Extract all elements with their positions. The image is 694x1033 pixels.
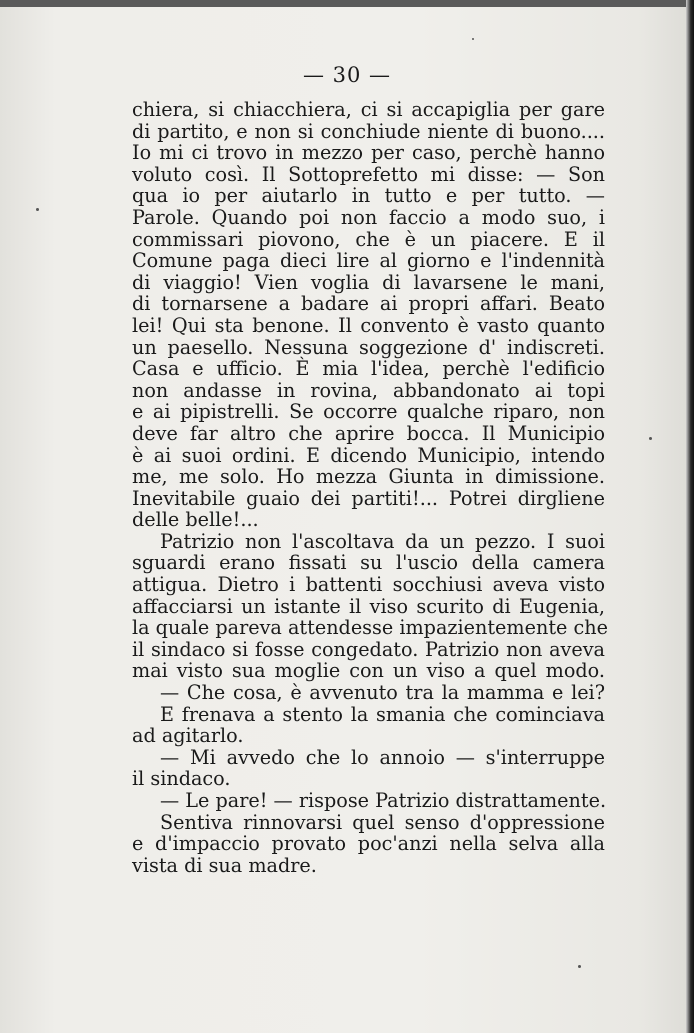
text-line: — Le pare! — rispose Patrizio distrattamente. (160, 789, 607, 812)
text-line: — Che cosa, è avvenuto tra la mamma e lei? (160, 681, 605, 705)
scan-right-edge (686, 0, 694, 1033)
text-line: qua io per aiutarlo in tutto e per tutto. — (132, 184, 605, 208)
text-line: Casa e ufficio. È mia l'idea, perchè l'edificio (132, 357, 605, 381)
text-line: il sindaco. (132, 767, 231, 791)
paper-speck (578, 965, 581, 968)
text-line: commissari piovono, che è un piacere. E il (132, 227, 605, 251)
text-line: affacciarsi un istante il viso scurito di Eugenia, (132, 594, 605, 618)
text-line: Io mi ci trovo in mezzo per caso, perchè hanno (132, 141, 605, 165)
text-line: me, me solo. Ho mezza Giunta in dimissione. (132, 465, 605, 489)
text-line: E frenava a stento la smania che cominciava (160, 702, 605, 726)
text-line: delle belle!... (132, 508, 259, 532)
text-line: deve far altro che aprire bocca. Il Municipio (132, 421, 605, 445)
text-line: il sindaco si fosse congedato. Patrizio non aveva (132, 637, 605, 661)
text-line: ad agitarlo. (132, 724, 244, 748)
text-line: voluto così. Il Sottoprefetto mi disse: — Son (132, 162, 605, 186)
text-line: attigua. Dietro i battenti socchiusi aveva visto (132, 573, 605, 597)
paper-speck (472, 38, 474, 40)
page-number: — 30 — (302, 63, 392, 87)
text-line: e ai pipistrelli. Se occorre qualche riparo, non (132, 400, 605, 424)
text-line: è ai suoi ordini. E dicendo Municipio, intendo (132, 443, 605, 467)
text-line: chiera, si chiacchiera, ci si accapiglia per gare (132, 98, 605, 121)
text-line: lei! Qui sta benone. Il convento è vasto quanto (132, 313, 605, 337)
text-line: di partito, e non si conchiude niente di buono.... (132, 119, 605, 143)
text-line: non andasse in rovina, abbandonato ai topi (132, 378, 605, 402)
text-line: sguardi erano fissati su l'uscio della camera (132, 551, 605, 575)
body-text (132, 98, 608, 877)
text-line: Sentiva rinnovarsi quel senso d'oppressione (160, 810, 605, 834)
text-line: un paesello. Nessuna soggezione d' indiscreti. (132, 335, 605, 359)
text-line: di viaggio! Vien voglia di lavarsene le mani, (132, 270, 605, 294)
text-line: di tornarsene a badare ai propri affari. Beato (132, 292, 605, 316)
paper-speck (649, 437, 652, 440)
text-line: — Mi avvedo che lo annoio — s'interruppe (160, 745, 605, 769)
text-line: Inevitabile guaio dei partiti!... Potrei dirgliene (132, 486, 605, 510)
paper-speck (36, 208, 39, 211)
text-line: Parole. Quando poi non faccio a modo suo, i (132, 205, 605, 229)
text-line: e d'impaccio provato poc'anzi nella selva alla (132, 832, 605, 856)
text-line: Patrizio non l'ascoltava da un pezzo. I suoi (160, 529, 605, 553)
text-line: Comune paga dieci lire al giorno e l'indennità (132, 249, 605, 273)
text-line: vista di sua madre. (132, 853, 317, 877)
scan-top-edge (0, 0, 694, 7)
text-line: la quale pareva attendesse impazientemente che (132, 616, 608, 640)
text-line: mai visto sua moglie con un viso a quel modo. (132, 659, 605, 683)
